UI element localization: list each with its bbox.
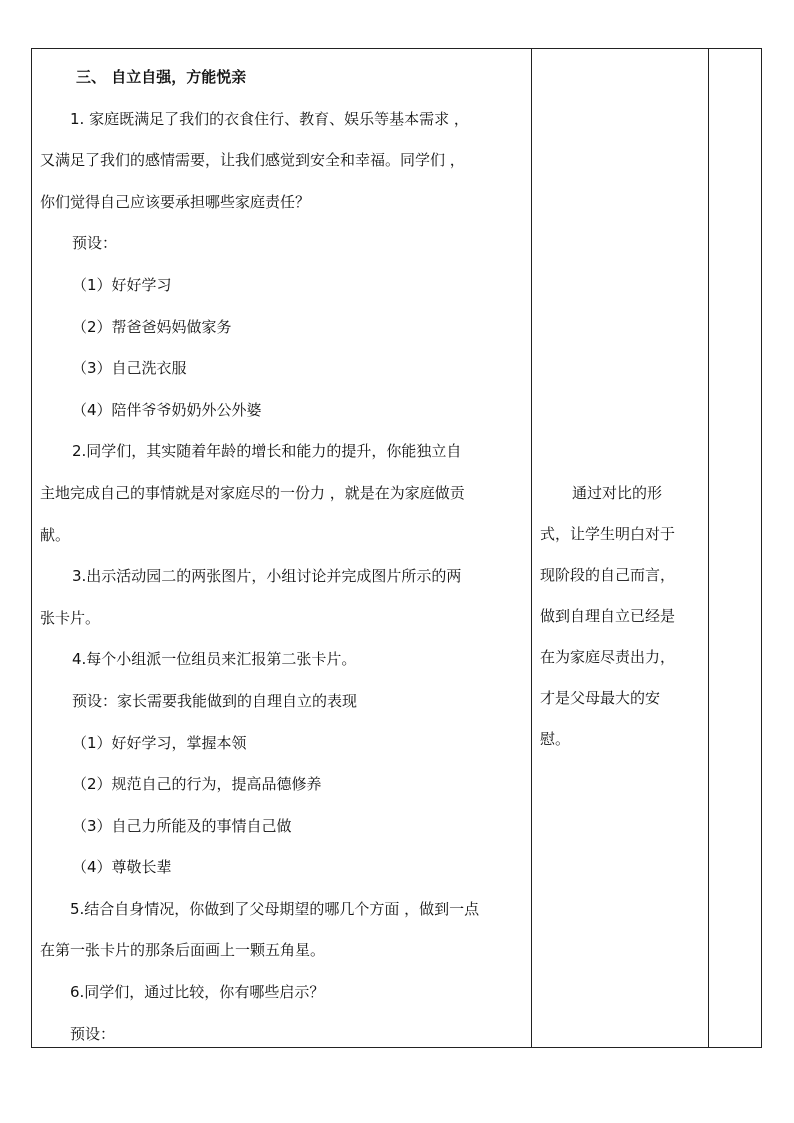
list-item: （4）尊敬长辈 <box>72 858 172 877</box>
preset-label: 预设： <box>70 1024 116 1043</box>
design-intent-cell <box>532 49 708 1047</box>
note-line: 慰。 <box>540 730 571 748</box>
paragraph-line: 4.每个小组派一位组员来汇报第二张卡片。 <box>72 650 357 669</box>
preset-label: 预设： <box>72 234 118 253</box>
paragraph-line: 6.同学们，通过比较，你有哪些启示？ <box>70 983 325 1002</box>
paragraph-line: 主地完成自己的事情就是对家庭尽的一份力 ，就是在为家庭做贡 <box>40 483 465 502</box>
paragraph-line: 又满足了我们的感情需要，让我们感觉到安全和幸福。同学们 ， <box>40 151 465 170</box>
paragraph-line: 你们觉得自己应该要承担哪些家庭责任？ <box>40 192 311 211</box>
lesson-table <box>31 48 762 1048</box>
list-item: （1）好好学习 <box>72 275 172 294</box>
paragraph-line: 张卡片。 <box>40 608 101 627</box>
section-heading: 三、 自立自强，方能悦亲 <box>76 68 247 86</box>
list-item: （2）规范自己的行为，提高品德修养 <box>72 775 322 794</box>
note-line: 才是父母最大的安 <box>540 689 661 707</box>
paragraph-line: 在第一张卡片的那条后面画上一颗五角星。 <box>40 941 326 960</box>
design-intent-text <box>540 473 700 760</box>
paragraph-line: 献。 <box>40 525 71 544</box>
note-line: 式，让学生明白对于 <box>540 525 676 543</box>
note-line: 通过对比的形 <box>572 484 663 502</box>
list-item: （3）自己力所能及的事情自己做 <box>72 816 292 835</box>
remarks-cell <box>709 49 761 1047</box>
list-item: （3）自己洗衣服 <box>72 359 187 378</box>
note-line: 现阶段的自己而言， <box>540 566 676 584</box>
list-item: （2）帮爸爸妈妈做家务 <box>72 317 232 336</box>
note-line: 做到自理自立已经是 <box>540 607 676 625</box>
list-item: （1）好好学习，掌握本领 <box>72 733 247 752</box>
paragraph-line: 3.出示活动园二的两张图片，小组讨论并完成图片所示的两 <box>72 567 462 586</box>
paragraph-line: 5.结合自身情况，你做到了父母期望的哪几个方面 ，做到一点 <box>70 899 480 918</box>
list-item: （4）陪伴爷爷奶奶外公外婆 <box>72 400 262 419</box>
preset-label: 预设：家长需要我能做到的自理自立的表现 <box>72 691 358 710</box>
note-line: 在为家庭尽责出力， <box>540 648 676 666</box>
teaching-process-cell <box>32 49 531 1047</box>
paragraph-line: 1. 家庭既满足了我们的衣食住行、教育、娱乐等基本需求 ， <box>70 109 469 128</box>
paragraph-line: 2.同学们，其实随着年龄的增长和能力的提升，你能独立自 <box>72 442 462 461</box>
